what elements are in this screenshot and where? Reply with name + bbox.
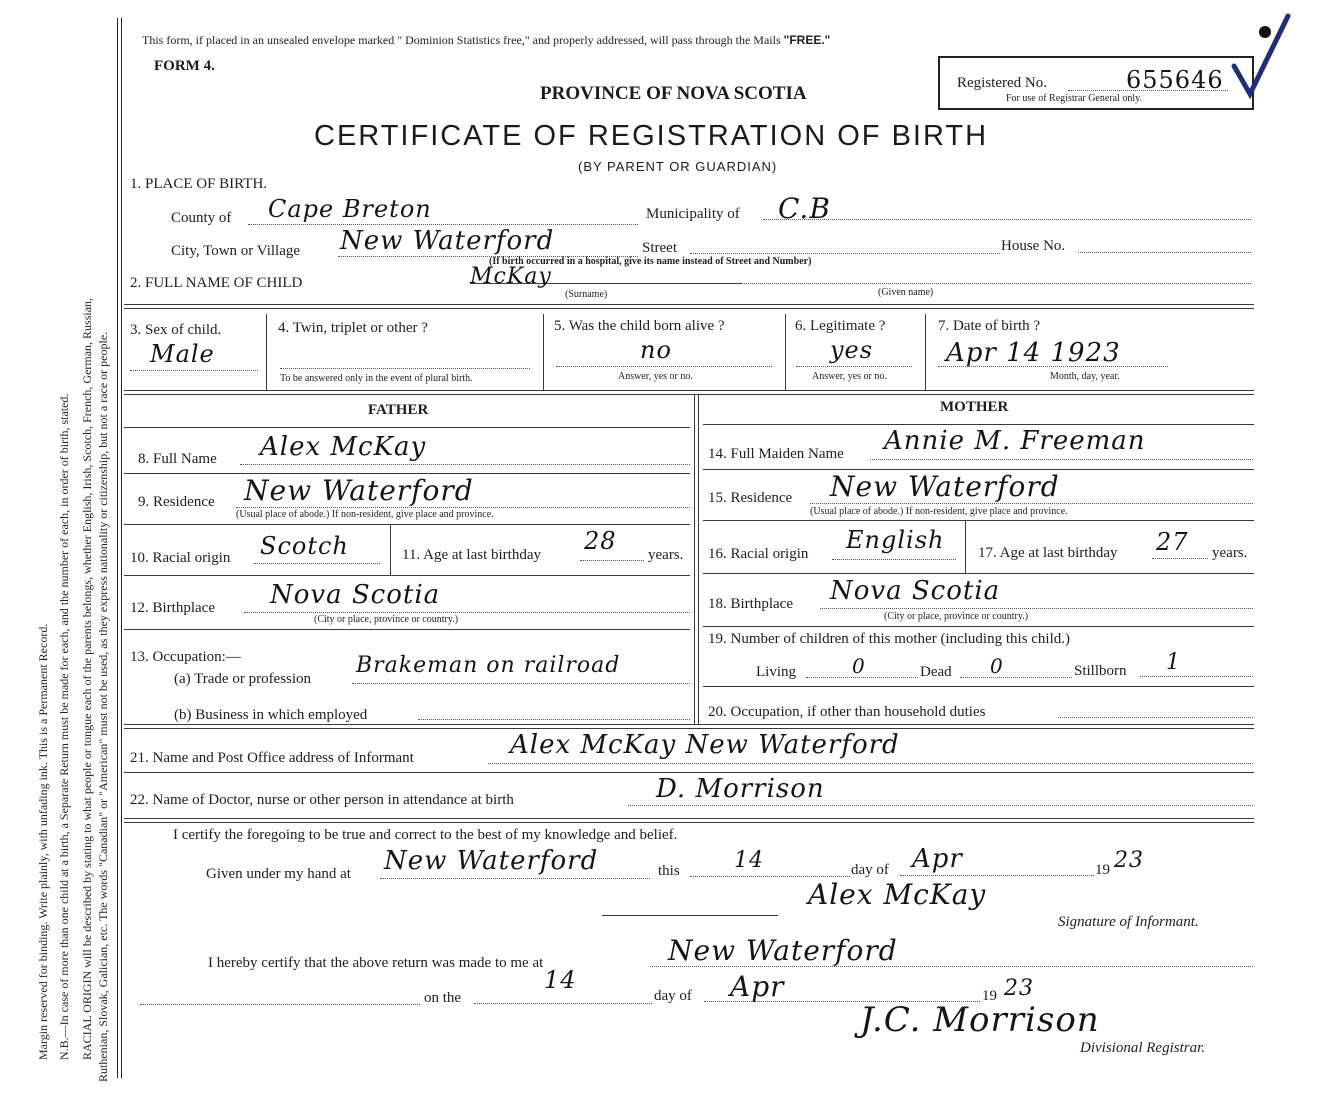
father-residence-label: 9. Residence [138, 494, 215, 510]
trade-label: (a) Trade or profession [174, 671, 312, 687]
mother-age-line [1152, 558, 1208, 559]
legitimate-value[interactable]: yes [830, 336, 874, 364]
day-of-label: day of [851, 862, 889, 878]
mother-heading: MOTHER [940, 399, 1009, 415]
return-made-label: I hereby certify that the above return was made to me at [208, 955, 544, 971]
rule-a2 [124, 308, 1254, 309]
page-title: CERTIFICATE OF REGISTRATION OF BIRTH [314, 120, 989, 152]
sex-line [130, 370, 258, 371]
date-of-birth-value[interactable]: Apr 14 1923 [946, 338, 1121, 368]
form-number: FORM 4. [154, 58, 215, 74]
born-alive-note: Answer, yes or no. [618, 371, 693, 382]
father-name-line [240, 464, 690, 465]
hospital-note: (If birth occurred in a hospital, give its name instead of Street and Number) [489, 256, 812, 267]
row-rule-f9 [124, 524, 690, 525]
mother-birthplace-line [820, 608, 1253, 609]
legitimate-note: Answer, yes or no. [812, 371, 887, 382]
on-the-label: on the [424, 990, 462, 1006]
father-racial-label: 10. Racial origin [130, 550, 231, 566]
col-div-3 [785, 314, 786, 390]
return-day-line [474, 1003, 652, 1004]
place-of-birth-heading: 1. PLACE OF BIRTH. [130, 176, 268, 192]
father-birthplace-note: (City or place, province or country.) [314, 614, 459, 625]
father-heading: FATHER [368, 402, 429, 418]
rule-e1 [124, 818, 1254, 819]
margin-racial-origin-note: RACIAL ORIGIN will be described by stating to what people or tongue each of the parents belongs, whether English, Irish, Scotch, French, German, Russian, [80, 297, 94, 1060]
municipality-label: Municipality of [646, 206, 740, 222]
heading-rule-left [124, 427, 690, 428]
day-line [690, 876, 850, 877]
sex-label: 3. Sex of child. [130, 322, 222, 338]
doctor-value[interactable]: D. Morrison [656, 774, 825, 804]
mother-racial-label: 16. Racial origin [708, 546, 809, 562]
given-under-hand-label: Given under my hand at [206, 866, 351, 882]
given-name-caption: (Given name) [878, 287, 934, 298]
mother-birthplace-note: (City or place, province or country.) [884, 611, 1029, 622]
father-birthplace-value[interactable]: Nova Scotia [270, 580, 441, 610]
child-name-label: 2. FULL NAME OF CHILD [130, 275, 303, 291]
business-label: (b) Business in which employed [174, 707, 368, 723]
house-number-label: House No. [1001, 238, 1066, 254]
stillborn-value[interactable]: 1 [1166, 650, 1181, 675]
binding-rule-2 [121, 18, 122, 1078]
father-residence-value[interactable]: New Waterford [244, 474, 474, 507]
twin-line [280, 368, 530, 369]
street-line [690, 253, 1000, 254]
father-residence-line [236, 507, 690, 508]
check-mark-icon [1228, 6, 1298, 102]
doctor-line [628, 805, 1253, 806]
col-div-4 [925, 314, 926, 390]
father-occupation-label: 13. Occupation:— [130, 649, 241, 665]
date-of-birth-line [938, 366, 1168, 367]
col-div-2 [543, 314, 544, 390]
born-alive-line [556, 366, 772, 367]
born-alive-value[interactable]: no [640, 336, 672, 364]
mother-racial-value[interactable]: English [846, 526, 945, 554]
mail-notice-free: "FREE." [783, 33, 831, 47]
given-name-line [742, 283, 1251, 284]
row-rule-f12 [124, 629, 690, 630]
father-racial-value[interactable]: Scotch [260, 532, 349, 560]
month-value[interactable]: Apr [912, 844, 963, 874]
registrar-signature-caption: Divisional Registrar. [1080, 1040, 1206, 1056]
row-rule-f10 [124, 575, 690, 576]
heading-rule-right [703, 424, 1254, 425]
given-place-line [380, 878, 650, 879]
parents-divider-1 [694, 394, 695, 724]
row-rule-m15 [703, 520, 1254, 521]
date-of-birth-label: 7. Date of birth ? [938, 318, 1041, 334]
trade-line [352, 683, 690, 684]
mother-age-label: 17. Age at last birthday [978, 545, 1118, 561]
rule-a1 [124, 304, 1254, 305]
return-day-value[interactable]: 14 [544, 966, 577, 994]
county-value[interactable]: Cape Breton [268, 195, 432, 223]
mother-racial-line [832, 559, 956, 560]
trade-value[interactable]: Brakeman on railroad [356, 653, 621, 678]
mother-name-label: 14. Full Maiden Name [708, 446, 844, 462]
year-value[interactable]: 23 [1114, 848, 1144, 873]
dead-label: Dead [920, 664, 952, 680]
registered-number-value: 655646 [1126, 66, 1224, 94]
return-day-of-label: day of [654, 988, 692, 1004]
street-label: Street [642, 240, 677, 256]
father-age-label: 11. Age at last birthday [402, 547, 541, 563]
informant-signature: Alex McKay [808, 878, 987, 911]
legitimate-line [796, 366, 912, 367]
living-label: Living [756, 664, 796, 680]
this-label: this [658, 863, 680, 879]
mother-birthplace-value[interactable]: Nova Scotia [830, 576, 1001, 606]
return-place-value[interactable]: New Waterford [668, 934, 898, 967]
twin-note: To be answered only in the event of plural birth. [280, 373, 473, 384]
informant-line [488, 763, 1253, 764]
mother-racial-age-divider [965, 520, 966, 574]
stillborn-line [1140, 676, 1253, 677]
father-name-label: 8. Full Name [138, 451, 217, 467]
row-rule-m16 [703, 573, 1254, 574]
stillborn-label: Stillborn [1074, 663, 1127, 679]
mother-occupation-label: 20. Occupation, if other than household duties [708, 704, 986, 720]
certification-statement: I certify the foregoing to be true and correct to the best of my knowledge and belief. [173, 827, 678, 843]
rule-b2 [124, 394, 1254, 395]
parents-divider-2 [698, 394, 699, 724]
father-racial-age-divider [390, 524, 391, 576]
born-alive-label: 5. Was the child born alive ? [554, 318, 725, 334]
house-number-line [1078, 252, 1251, 253]
surname-caption: (Surname) [565, 289, 608, 300]
county-line [248, 224, 638, 225]
registered-number-label: Registered No. [957, 75, 1047, 91]
father-years-label: years. [648, 547, 684, 563]
date-of-birth-note: Month, day, year. [1050, 371, 1120, 382]
mother-birthplace-label: 18. Birthplace [708, 596, 793, 612]
return-month-value[interactable]: Apr [730, 970, 785, 1003]
father-birthplace-label: 12. Birthplace [130, 600, 215, 616]
mother-residence-note: (Usual place of abode.) If non-resident, give place and province. [810, 506, 1068, 517]
rule-c1 [124, 724, 1254, 725]
rule-e2 [124, 822, 1254, 823]
municipality-value[interactable]: C.B [778, 192, 831, 225]
mother-residence-label: 15. Residence [708, 490, 793, 506]
rule-c2 [124, 728, 1254, 729]
father-age-value[interactable]: 28 [584, 527, 617, 555]
registrar-use-note: For use of Registrar General only. [1006, 93, 1142, 104]
registrar-signature: J.C. Morrison [860, 1000, 1100, 1040]
return-year-value[interactable]: 23 [1004, 976, 1034, 1001]
signature-rule [602, 915, 778, 916]
mother-name-value[interactable]: Annie M. Freeman [884, 426, 1146, 456]
doctor-label: 22. Name of Doctor, nurse or other person in attendance at birth [130, 792, 514, 808]
county-label: County of [171, 210, 232, 226]
city-label: City, Town or Village [171, 243, 301, 259]
father-age-line [580, 560, 644, 561]
informant-label: 21. Name and Post Office address of Informant [130, 750, 414, 766]
city-value[interactable]: New Waterford [340, 226, 555, 256]
col-div-1 [266, 314, 267, 390]
dead-value[interactable]: 0 [990, 654, 1004, 678]
day-value[interactable]: 14 [734, 848, 764, 873]
dead-line [960, 677, 1072, 678]
father-residence-note: (Usual place of abode.) If non-resident, give place and province. [236, 509, 494, 520]
mother-residence-line [810, 503, 1253, 504]
margin-binding-note: Margin reserved for binding. Write plainly, with unfading ink. This is a Permanent Record. [36, 623, 50, 1060]
legitimate-label: 6. Legitimate ? [795, 318, 886, 334]
mother-years-label: years. [1212, 545, 1248, 561]
twin-label: 4. Twin, triplet or other ? [278, 320, 428, 336]
margin-multiple-births-note: N.B.—In case of more than one child at a birth, a Separate Return must be made for each, and the number of each, in order of birth, stated. [57, 393, 71, 1060]
rule-d [124, 772, 1254, 773]
on-the-lead-line [140, 1004, 420, 1005]
month-line [900, 875, 1094, 876]
father-birthplace-line [244, 612, 690, 613]
mother-age-value[interactable]: 27 [1156, 528, 1189, 556]
surname-value[interactable]: McKay [470, 264, 552, 289]
binding-rule-1 [117, 18, 118, 1078]
row-rule-m19 [703, 686, 1254, 687]
page-subtitle: (BY PARENT OR GUARDIAN) [578, 159, 778, 174]
mail-notice [142, 33, 830, 48]
province-title: PROVINCE OF NOVA SCOTIA [540, 83, 807, 104]
margin-racial-origin-note-2: Ruthenian, Slovak, Galician, etc. The words "Canadian" or "American" must not be used, as they express nationality or citizenship, but not a race or people. [96, 331, 110, 1082]
children-count-label: 19. Number of children of this mother (including this child.) [708, 631, 1071, 647]
informant-signature-caption: Signature of Informant. [1058, 914, 1199, 930]
informant-value[interactable]: Alex McKay New Waterford [510, 730, 900, 760]
municipality-line [763, 219, 1251, 220]
father-name-value[interactable]: Alex McKay [260, 432, 427, 462]
mother-occupation-line [1058, 717, 1253, 718]
return-year-prefix: 19 [982, 988, 997, 1004]
year-prefix: 19 [1095, 862, 1110, 878]
sex-value[interactable]: Male [150, 340, 215, 368]
mother-name-line [870, 459, 1253, 460]
business-line [418, 719, 690, 720]
mother-residence-value[interactable]: New Waterford [830, 470, 1060, 503]
living-value[interactable]: 0 [852, 654, 866, 678]
father-racial-line [254, 563, 380, 564]
row-rule-m18 [703, 626, 1254, 627]
mail-notice-text: This form, if placed in an unsealed envelope marked " Dominion Statistics free," and properly addressed, will pass through the Mails [142, 33, 784, 47]
given-place-value[interactable]: New Waterford [384, 846, 599, 876]
rule-b1 [124, 390, 1254, 391]
